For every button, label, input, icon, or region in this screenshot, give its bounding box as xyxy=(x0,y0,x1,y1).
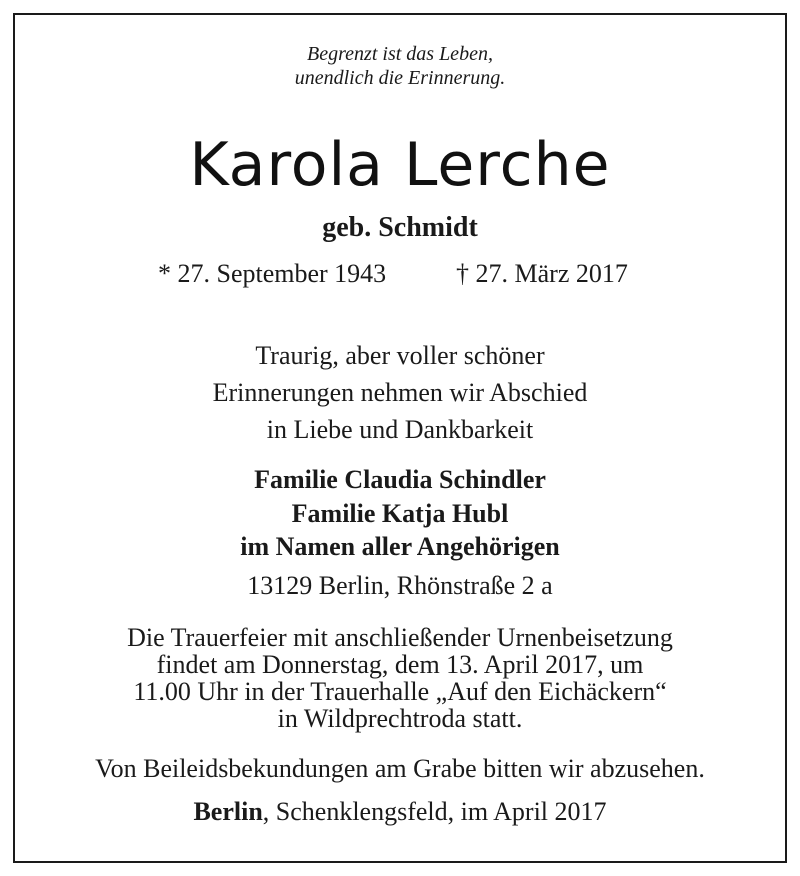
place-date-rest: , Schenklengsfeld, im April 2017 xyxy=(262,797,607,826)
life-dates xyxy=(0,259,800,289)
address: 13129 Berlin, Rhönstraße 2 a xyxy=(247,571,553,600)
mourner-line: im Namen aller Angehörigen xyxy=(240,532,560,561)
motto-line-1: Begrenzt ist das Leben, xyxy=(307,43,493,65)
farewell-line: Traurig, aber voller schöner xyxy=(255,341,545,370)
funeral-line: in Wildprechtroda statt. xyxy=(277,704,523,733)
death-date: † 27. März 2017 xyxy=(456,259,628,288)
mourner-line: Familie Claudia Schindler xyxy=(254,465,546,494)
place-bold: Berlin xyxy=(193,797,263,826)
birth-name: geb. Schmidt xyxy=(322,212,478,243)
mourner-line: Familie Katja Hubl xyxy=(291,499,509,528)
place-date-line xyxy=(0,798,800,825)
motto-line-2: unendlich die Erinnerung. xyxy=(294,67,506,89)
funeral-line: 11.00 Uhr in der Trauerhalle „Auf den Eichäckern“ xyxy=(133,677,667,706)
farewell-line: Erinnerungen nehmen wir Abschied xyxy=(212,378,588,407)
deceased-name: Karola Lerche xyxy=(189,130,611,200)
birth-date: * 27. September 1943 xyxy=(158,259,387,288)
condolence-note: Von Beileidsbekundungen am Grabe bitten wir abzusehen. xyxy=(95,754,705,783)
farewell-line: in Liebe und Dankbarkeit xyxy=(266,415,534,444)
funeral-line: Die Trauerfeier mit anschließender Urnenbeisetzung xyxy=(127,623,673,652)
funeral-line: findet am Donnerstag, dem 13. April 2017, um xyxy=(156,650,644,679)
